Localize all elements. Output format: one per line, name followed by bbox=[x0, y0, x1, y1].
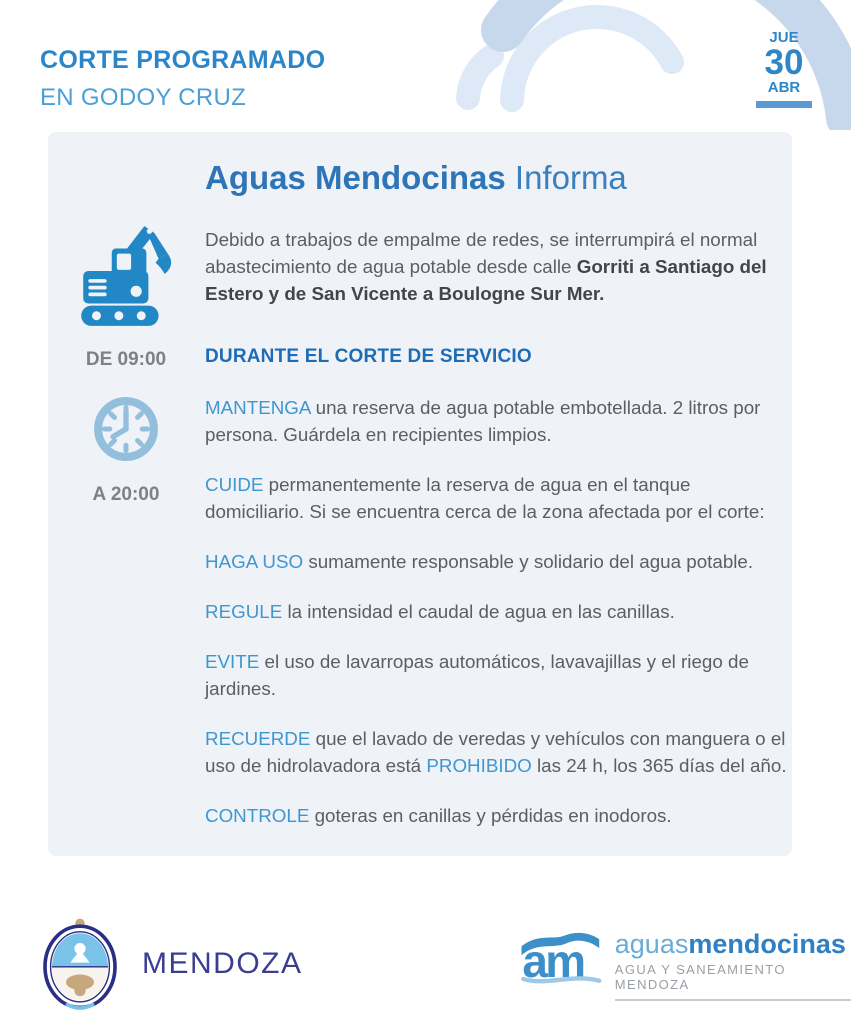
date-underline-bar bbox=[756, 101, 812, 108]
tip-paragraph bbox=[205, 471, 793, 525]
tip-paragraph bbox=[205, 394, 793, 448]
intro-paragraph bbox=[205, 226, 793, 307]
time-from-label: DE 09:00 bbox=[85, 349, 167, 370]
clock-icon bbox=[90, 393, 162, 465]
tip-keyword: RECUERDE bbox=[205, 728, 311, 749]
time-to-label: A 20:00 bbox=[92, 484, 160, 505]
tip-paragraph bbox=[205, 725, 793, 779]
tip-paragraph bbox=[205, 802, 793, 829]
am-logo-icon bbox=[518, 924, 603, 988]
mendoza-label: MENDOZA bbox=[142, 947, 303, 980]
page-title: CORTE PROGRAMADO bbox=[40, 46, 326, 74]
date-weekday: JUE bbox=[769, 29, 799, 46]
tip-keyword: REGULE bbox=[205, 601, 283, 622]
section-heading: DURANTE EL CORTE DE SERVICIO bbox=[205, 346, 532, 367]
mendoza-government-logo bbox=[38, 916, 303, 1012]
tip-text: el uso de lavarropas automáticos, lavavajillas y el riego de jardines. bbox=[205, 651, 749, 699]
card-title-bold: Aguas Mendocinas bbox=[205, 159, 506, 196]
aguas-mendocinas-logo bbox=[518, 924, 851, 1001]
card-title-regular: Informa bbox=[514, 159, 627, 196]
tips-list bbox=[205, 394, 793, 829]
tip-text: que el lavado de veredas y vehículos con manguera o el uso de hidrolavadora está bbox=[205, 728, 786, 776]
tip-keyword: PROHIBIDO bbox=[426, 755, 532, 776]
card-content bbox=[205, 158, 793, 852]
tip-text: una reserva de agua potable embotellada. 2 litros por persona. Guárdela en recipientes limpios. bbox=[205, 397, 761, 445]
mendoza-shield-icon bbox=[38, 916, 122, 1012]
tip-text: goteras en canillas y pérdidas en inodoros. bbox=[309, 805, 672, 826]
date-month: ABR bbox=[767, 79, 801, 96]
tip-keyword: HAGA USO bbox=[205, 551, 304, 572]
svg-text:am: am bbox=[522, 935, 584, 988]
brand-name-light: aguas bbox=[614, 929, 689, 959]
announcement-card bbox=[48, 132, 792, 856]
intro-text: Debido a trabajos de empalme de redes, se interrumpirá el normal abastecimiento de agua potable desde calle bbox=[205, 229, 758, 277]
date-badge bbox=[756, 30, 812, 108]
tip-keyword: CUIDE bbox=[205, 474, 264, 495]
tip-keyword: EVITE bbox=[205, 651, 260, 672]
tip-text: las 24 h, los 365 días del año. bbox=[531, 755, 787, 776]
tip-paragraph bbox=[205, 648, 793, 702]
tip-paragraph bbox=[205, 548, 793, 575]
schedule-column bbox=[70, 218, 182, 508]
tip-keyword: MANTENGA bbox=[205, 397, 311, 418]
tip-text: la intensidad el caudal de agua en las canillas. bbox=[282, 601, 675, 622]
tip-paragraph bbox=[205, 598, 793, 625]
tip-keyword: CONTROLE bbox=[205, 805, 310, 826]
brand-name-bold: mendocinas bbox=[688, 929, 846, 959]
tip-text: permanentemente la reserva de agua en el tanque domiciliario. Si se encuentra cerca de la zona afectada por el corte: bbox=[205, 474, 765, 522]
intro-bold-text: Gorriti a Santiago del Estero y de San Vicente a Boulogne Sur Mer. bbox=[205, 256, 767, 304]
card-title bbox=[205, 158, 793, 198]
brand-name bbox=[615, 930, 851, 958]
brand-underline bbox=[615, 999, 851, 1001]
excavator-icon bbox=[74, 218, 178, 330]
page-subtitle: EN GODOY CRUZ bbox=[40, 84, 247, 111]
tip-text: sumamente responsable y solidario del agua potable. bbox=[303, 551, 754, 572]
brand-subtitle: AGUA Y SANEAMIENTO MENDOZA bbox=[614, 962, 786, 992]
brand-text bbox=[615, 924, 851, 1001]
date-day-number: 30 bbox=[764, 43, 804, 82]
header-titles bbox=[40, 46, 325, 112]
